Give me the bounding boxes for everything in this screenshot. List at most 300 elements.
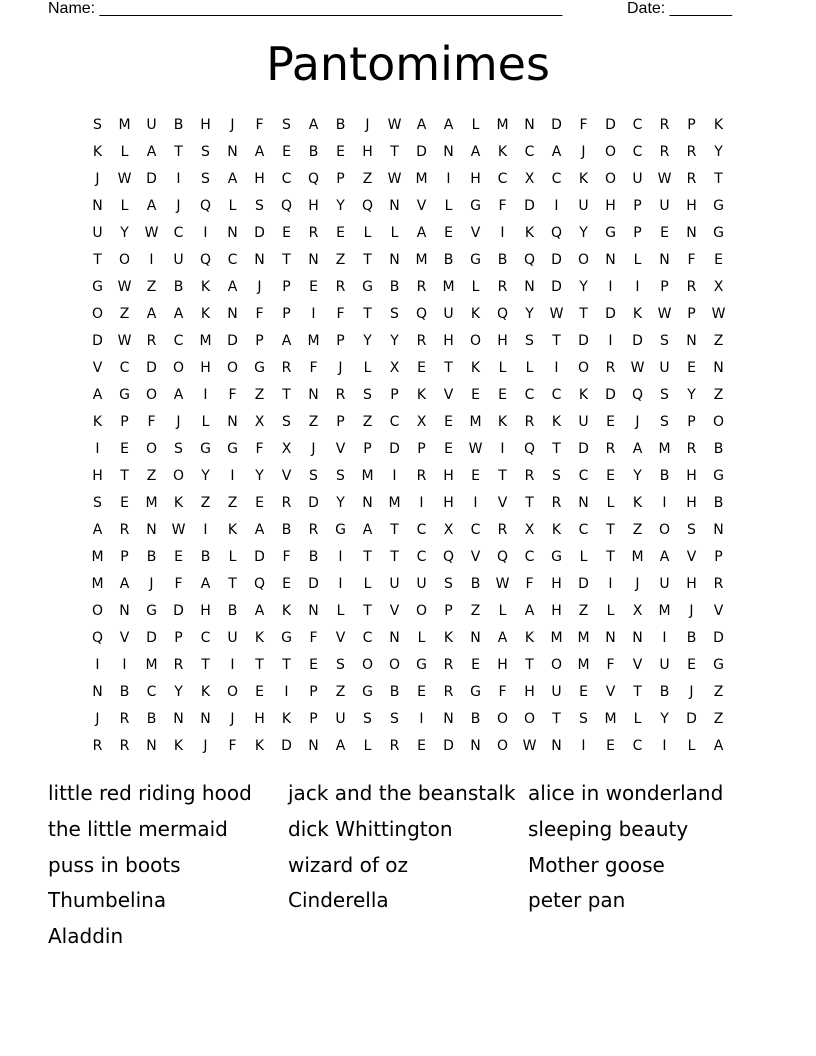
grid-cell: K xyxy=(551,521,562,538)
grid-cell: E xyxy=(444,440,453,457)
grid-cell: Y xyxy=(336,494,345,511)
grid-cell: C xyxy=(551,170,562,187)
name-field-label: Name: ____________________________________________________ xyxy=(48,0,563,17)
grid-cell: G xyxy=(713,197,724,214)
grid-cell: D xyxy=(227,332,238,349)
grid-cell: E xyxy=(120,494,129,511)
grid-cell: W xyxy=(387,170,402,187)
grid-cell: T xyxy=(282,251,291,268)
word-list-item: the little mermaid xyxy=(48,816,228,841)
grid-cell: R xyxy=(92,737,103,754)
grid-cell: I xyxy=(662,494,667,511)
grid-cell: C xyxy=(173,224,184,241)
grid-cell: L xyxy=(498,602,507,619)
grid-cell: T xyxy=(444,359,453,376)
grid-cell: H xyxy=(686,575,697,592)
grid-cell: B xyxy=(173,278,184,295)
grid-cell: A xyxy=(443,116,454,133)
grid-cell: D xyxy=(92,332,103,349)
grid-cell: O xyxy=(172,359,185,376)
grid-cell: S xyxy=(201,143,210,160)
grid-cell: B xyxy=(227,602,238,619)
grid-cell: J xyxy=(581,143,586,160)
grid-cell: I xyxy=(203,386,208,403)
grid-cell: E xyxy=(255,683,264,700)
grid-cell: I xyxy=(554,197,559,214)
grid-cell: L xyxy=(687,737,696,754)
grid-cell: A xyxy=(632,440,643,457)
grid-cell: A xyxy=(254,521,265,538)
grid-cell: F xyxy=(228,737,237,754)
grid-cell: J xyxy=(95,710,100,727)
grid-cell: L xyxy=(363,575,372,592)
grid-cell: M xyxy=(91,548,104,565)
grid-cell: Y xyxy=(390,332,399,349)
grid-cell: L xyxy=(363,224,372,241)
grid-cell: H xyxy=(497,332,508,349)
grid-cell: H xyxy=(551,602,562,619)
grid-cell: F xyxy=(282,548,291,565)
grid-cell: H xyxy=(551,575,562,592)
grid-cell: B xyxy=(146,710,157,727)
grid-cell: U xyxy=(389,575,400,592)
grid-cell: K xyxy=(173,737,184,754)
grid-cell: K xyxy=(497,143,508,160)
grid-cell: S xyxy=(390,305,399,322)
grid-cell: R xyxy=(443,656,454,673)
grid-cell: H xyxy=(443,332,454,349)
grid-cell: C xyxy=(551,386,562,403)
grid-cell: N xyxy=(686,224,697,241)
grid-cell: E xyxy=(336,143,345,160)
grid-cell: A xyxy=(470,143,481,160)
grid-cell: J xyxy=(230,710,235,727)
grid-cell: L xyxy=(120,197,129,214)
grid-cell: J xyxy=(176,413,181,430)
grid-cell: L xyxy=(363,359,372,376)
grid-cell: R xyxy=(443,683,454,700)
grid-cell: S xyxy=(174,440,183,457)
grid-cell: A xyxy=(119,575,130,592)
grid-cell: I xyxy=(338,548,343,565)
grid-cell: A xyxy=(416,224,427,241)
grid-cell: Q xyxy=(199,251,212,268)
grid-cell: F xyxy=(579,116,588,133)
grid-cell: R xyxy=(497,278,508,295)
page-title: Pantomimes xyxy=(266,37,550,91)
grid-cell: P xyxy=(309,683,318,700)
grid-cell: O xyxy=(604,170,617,187)
grid-cell: I xyxy=(95,656,100,673)
grid-cell: Q xyxy=(307,170,320,187)
grid-cell: E xyxy=(687,359,696,376)
grid-cell: C xyxy=(416,521,427,538)
grid-cell: Q xyxy=(199,197,212,214)
grid-cell: N xyxy=(146,521,157,538)
grid-cell: D xyxy=(551,251,562,268)
word-list-item: Mother goose xyxy=(528,852,665,877)
grid-cell: N xyxy=(308,386,319,403)
grid-cell: W xyxy=(630,359,645,376)
grid-cell: A xyxy=(173,305,184,322)
grid-cell: R xyxy=(416,278,427,295)
grid-cell: U xyxy=(578,413,589,430)
grid-cell: V xyxy=(416,197,427,214)
grid-cell: U xyxy=(227,629,238,646)
grid-cell: C xyxy=(362,629,373,646)
grid-cell: T xyxy=(606,548,615,565)
grid-cell: A xyxy=(416,116,427,133)
grid-cell: A xyxy=(146,197,157,214)
grid-cell: M xyxy=(550,629,563,646)
grid-cell: M xyxy=(91,575,104,592)
grid-cell: T xyxy=(201,656,210,673)
grid-cell: C xyxy=(524,548,535,565)
grid-cell: A xyxy=(659,548,670,565)
grid-cell: K xyxy=(281,710,292,727)
grid-cell: N xyxy=(443,710,454,727)
grid-cell: N xyxy=(713,359,724,376)
grid-cell: T xyxy=(525,656,534,673)
grid-cell: M xyxy=(361,467,374,484)
grid-cell: S xyxy=(363,386,372,403)
grid-cell: G xyxy=(362,278,373,295)
grid-cell: N xyxy=(632,629,643,646)
grid-cell: S xyxy=(201,170,210,187)
grid-cell: Q xyxy=(415,305,428,322)
grid-cell: E xyxy=(282,143,291,160)
grid-cell: Z xyxy=(713,332,724,349)
grid-cell: F xyxy=(309,359,318,376)
grid-cell: Y xyxy=(255,467,264,484)
grid-cell: O xyxy=(388,656,401,673)
grid-cell: D xyxy=(416,143,427,160)
grid-cell: S xyxy=(552,467,561,484)
grid-cell: D xyxy=(281,737,292,754)
grid-cell: R xyxy=(686,143,697,160)
grid-cell: D xyxy=(389,440,400,457)
word-list-item: dick Whittington xyxy=(288,816,453,841)
grid-cell: Q xyxy=(442,548,455,565)
grid-cell: D xyxy=(146,359,157,376)
grid-cell: T xyxy=(552,332,561,349)
grid-cell: M xyxy=(631,548,644,565)
grid-cell: N xyxy=(578,494,589,511)
grid-cell: O xyxy=(226,359,239,376)
grid-cell: Y xyxy=(201,467,210,484)
grid-cell: J xyxy=(365,116,370,133)
grid-cell: O xyxy=(145,440,158,457)
grid-cell: B xyxy=(443,251,454,268)
grid-cell: Y xyxy=(687,386,696,403)
grid-cell: S xyxy=(282,116,291,133)
grid-cell: Q xyxy=(361,197,374,214)
grid-cell: J xyxy=(176,197,181,214)
grid-cell: N xyxy=(524,278,535,295)
grid-cell: M xyxy=(658,440,671,457)
grid-cell: C xyxy=(524,143,535,160)
grid-cell: I xyxy=(581,737,586,754)
grid-cell: A xyxy=(227,278,238,295)
grid-cell: G xyxy=(146,602,157,619)
grid-cell: D xyxy=(443,737,454,754)
grid-cell: K xyxy=(497,413,508,430)
grid-cell: V xyxy=(119,629,130,646)
grid-cell: P xyxy=(687,116,696,133)
grid-cell: C xyxy=(173,332,184,349)
grid-cell: P xyxy=(336,413,345,430)
grid-cell: W xyxy=(117,278,132,295)
grid-cell: A xyxy=(551,143,562,160)
grid-cell: D xyxy=(605,386,616,403)
grid-cell: U xyxy=(416,575,427,592)
grid-cell: H xyxy=(200,116,211,133)
grid-cell: H xyxy=(200,602,211,619)
grid-cell: I xyxy=(500,224,505,241)
grid-cell: C xyxy=(632,737,643,754)
word-list-item: alice in wonderland xyxy=(528,781,724,805)
grid-cell: V xyxy=(335,440,346,457)
grid-cell: H xyxy=(308,197,319,214)
grid-cell: R xyxy=(308,521,319,538)
grid-cell: B xyxy=(308,143,319,160)
grid-cell: C xyxy=(632,116,643,133)
grid-cell: Z xyxy=(335,251,346,268)
grid-cell: C xyxy=(470,521,481,538)
grid-cell: Q xyxy=(523,251,536,268)
grid-cell: D xyxy=(146,170,157,187)
grid-cell: H xyxy=(497,656,508,673)
grid-cell: A xyxy=(227,170,238,187)
grid-cell: J xyxy=(635,575,640,592)
grid-cell: L xyxy=(444,197,453,214)
grid-cell: I xyxy=(662,629,667,646)
word-search-grid xyxy=(84,111,732,759)
grid-cell: Z xyxy=(362,170,373,187)
grid-cell: C xyxy=(281,170,292,187)
grid-cell: A xyxy=(173,386,184,403)
grid-cell: M xyxy=(388,494,401,511)
grid-cell: P xyxy=(444,602,453,619)
grid-cell: K xyxy=(173,494,184,511)
grid-cell: M xyxy=(118,116,131,133)
grid-cell: M xyxy=(199,332,212,349)
grid-cell: T xyxy=(93,251,102,268)
grid-cell: D xyxy=(605,116,616,133)
word-list-item: Cinderella xyxy=(288,888,389,913)
grid-cell: K xyxy=(713,116,724,133)
grid-cell: I xyxy=(608,332,613,349)
grid-cell: N xyxy=(227,305,238,322)
grid-cell: N xyxy=(254,251,265,268)
grid-cell: R xyxy=(119,710,130,727)
grid-cell: U xyxy=(551,683,562,700)
grid-cell: N xyxy=(119,602,130,619)
grid-cell: P xyxy=(282,278,291,295)
grid-cell: H xyxy=(443,467,454,484)
grid-cell: F xyxy=(174,575,183,592)
grid-cell: A xyxy=(254,602,265,619)
grid-cell: X xyxy=(254,413,265,430)
grid-cell: E xyxy=(498,386,507,403)
grid-cell: A xyxy=(254,143,265,160)
grid-cell: S xyxy=(390,710,399,727)
grid-cell: T xyxy=(714,170,723,187)
grid-cell: T xyxy=(579,305,588,322)
grid-cell: P xyxy=(174,629,183,646)
grid-cell: L xyxy=(471,116,480,133)
grid-cell: Y xyxy=(174,683,183,700)
grid-cell: W xyxy=(468,440,483,457)
grid-cell: O xyxy=(523,710,536,727)
grid-cell: D xyxy=(578,575,589,592)
grid-cell: W xyxy=(495,575,510,592)
grid-cell: B xyxy=(119,683,130,700)
grid-cell: D xyxy=(308,494,319,511)
grid-cell: S xyxy=(660,332,669,349)
grid-cell: R xyxy=(335,386,346,403)
grid-cell: K xyxy=(551,413,562,430)
grid-cell: E xyxy=(282,575,291,592)
grid-cell: K xyxy=(470,359,481,376)
grid-cell: J xyxy=(689,602,694,619)
grid-cell: I xyxy=(446,170,451,187)
grid-cell: X xyxy=(524,521,535,538)
grid-cell: J xyxy=(203,737,208,754)
grid-cell: G xyxy=(119,386,130,403)
grid-cell: P xyxy=(120,548,129,565)
grid-cell: Z xyxy=(146,467,157,484)
grid-cell: Q xyxy=(253,575,266,592)
grid-cell: N xyxy=(308,251,319,268)
grid-cell: R xyxy=(389,737,400,754)
grid-cell: N xyxy=(227,143,238,160)
grid-cell: X xyxy=(524,170,535,187)
grid-cell: I xyxy=(203,521,208,538)
grid-cell: D xyxy=(551,278,562,295)
grid-cell: Q xyxy=(550,224,563,241)
grid-cell: H xyxy=(362,143,373,160)
grid-cell: E xyxy=(444,413,453,430)
grid-cell: N xyxy=(686,332,697,349)
grid-cell: Y xyxy=(579,278,588,295)
grid-cell: W xyxy=(657,170,672,187)
grid-cell: R xyxy=(686,170,697,187)
grid-cell: G xyxy=(713,467,724,484)
grid-cell: B xyxy=(713,494,724,511)
grid-cell: T xyxy=(120,467,129,484)
grid-cell: L xyxy=(525,359,534,376)
grid-cell: Y xyxy=(525,305,534,322)
word-list-item: little red riding hood xyxy=(48,781,252,805)
grid-cell: V xyxy=(470,224,481,241)
grid-cell: C xyxy=(524,386,535,403)
grid-cell: Z xyxy=(200,494,211,511)
grid-cell: R xyxy=(173,656,184,673)
header xyxy=(48,0,748,20)
grid-cell: T xyxy=(282,386,291,403)
grid-cell: E xyxy=(606,467,615,484)
grid-cell: M xyxy=(577,656,590,673)
grid-cell: E xyxy=(309,656,318,673)
grid-cell: C xyxy=(578,467,589,484)
grid-cell: W xyxy=(522,737,537,754)
grid-cell: P xyxy=(417,440,426,457)
grid-cell: J xyxy=(635,413,640,430)
grid-cell: I xyxy=(284,683,289,700)
grid-cell: G xyxy=(362,683,373,700)
grid-cell: N xyxy=(470,629,481,646)
grid-cell: C xyxy=(389,413,400,430)
grid-cell: A xyxy=(200,575,211,592)
grid-cell: V xyxy=(443,386,454,403)
grid-cell: M xyxy=(145,656,158,673)
grid-cell: N xyxy=(389,251,400,268)
grid-cell: D xyxy=(254,548,265,565)
grid-cell: R xyxy=(281,359,292,376)
grid-cell: D xyxy=(686,710,697,727)
grid-cell: X xyxy=(281,440,292,457)
grid-cell: S xyxy=(336,467,345,484)
grid-cell: L xyxy=(498,359,507,376)
grid-cell: K xyxy=(470,305,481,322)
grid-cell: D xyxy=(551,116,562,133)
grid-cell: R xyxy=(119,737,130,754)
grid-cell: T xyxy=(606,521,615,538)
grid-cell: W xyxy=(549,305,564,322)
grid-cell: U xyxy=(443,305,454,322)
grid-cell: M xyxy=(415,251,428,268)
grid-cell: F xyxy=(255,440,264,457)
grid-cell: S xyxy=(579,710,588,727)
grid-cell: N xyxy=(443,143,454,160)
grid-cell: D xyxy=(524,197,535,214)
grid-cell: D xyxy=(713,629,724,646)
grid-cell: K xyxy=(578,386,589,403)
grid-cell: Q xyxy=(496,548,509,565)
grid-cell: O xyxy=(712,413,725,430)
grid-cell: O xyxy=(604,143,617,160)
grid-cell: A xyxy=(335,737,346,754)
grid-cell: O xyxy=(577,359,590,376)
grid-cell: S xyxy=(93,116,102,133)
grid-cell: V xyxy=(632,656,643,673)
grid-cell: A xyxy=(146,305,157,322)
grid-cell: R xyxy=(416,467,427,484)
grid-cell: N xyxy=(605,251,616,268)
grid-cell: E xyxy=(471,386,480,403)
grid-cell: O xyxy=(550,656,563,673)
word-list-item: wizard of oz xyxy=(288,852,408,877)
grid-cell: W xyxy=(711,305,726,322)
grid-cell: E xyxy=(282,224,291,241)
grid-cell: T xyxy=(174,143,183,160)
grid-cell: A xyxy=(497,629,508,646)
grid-cell: V xyxy=(92,359,103,376)
grid-cell: G xyxy=(416,656,427,673)
grid-cell: A xyxy=(281,332,292,349)
grid-cell: N xyxy=(713,521,724,538)
grid-cell: L xyxy=(606,494,615,511)
grid-cell: K xyxy=(92,413,103,430)
grid-cell: C xyxy=(146,683,157,700)
grid-cell: N xyxy=(146,737,157,754)
grid-cell: N xyxy=(470,737,481,754)
grid-cell: J xyxy=(149,575,154,592)
grid-cell: K xyxy=(524,224,535,241)
grid-cell: X xyxy=(443,521,454,538)
word-list-item: peter pan xyxy=(528,888,626,913)
